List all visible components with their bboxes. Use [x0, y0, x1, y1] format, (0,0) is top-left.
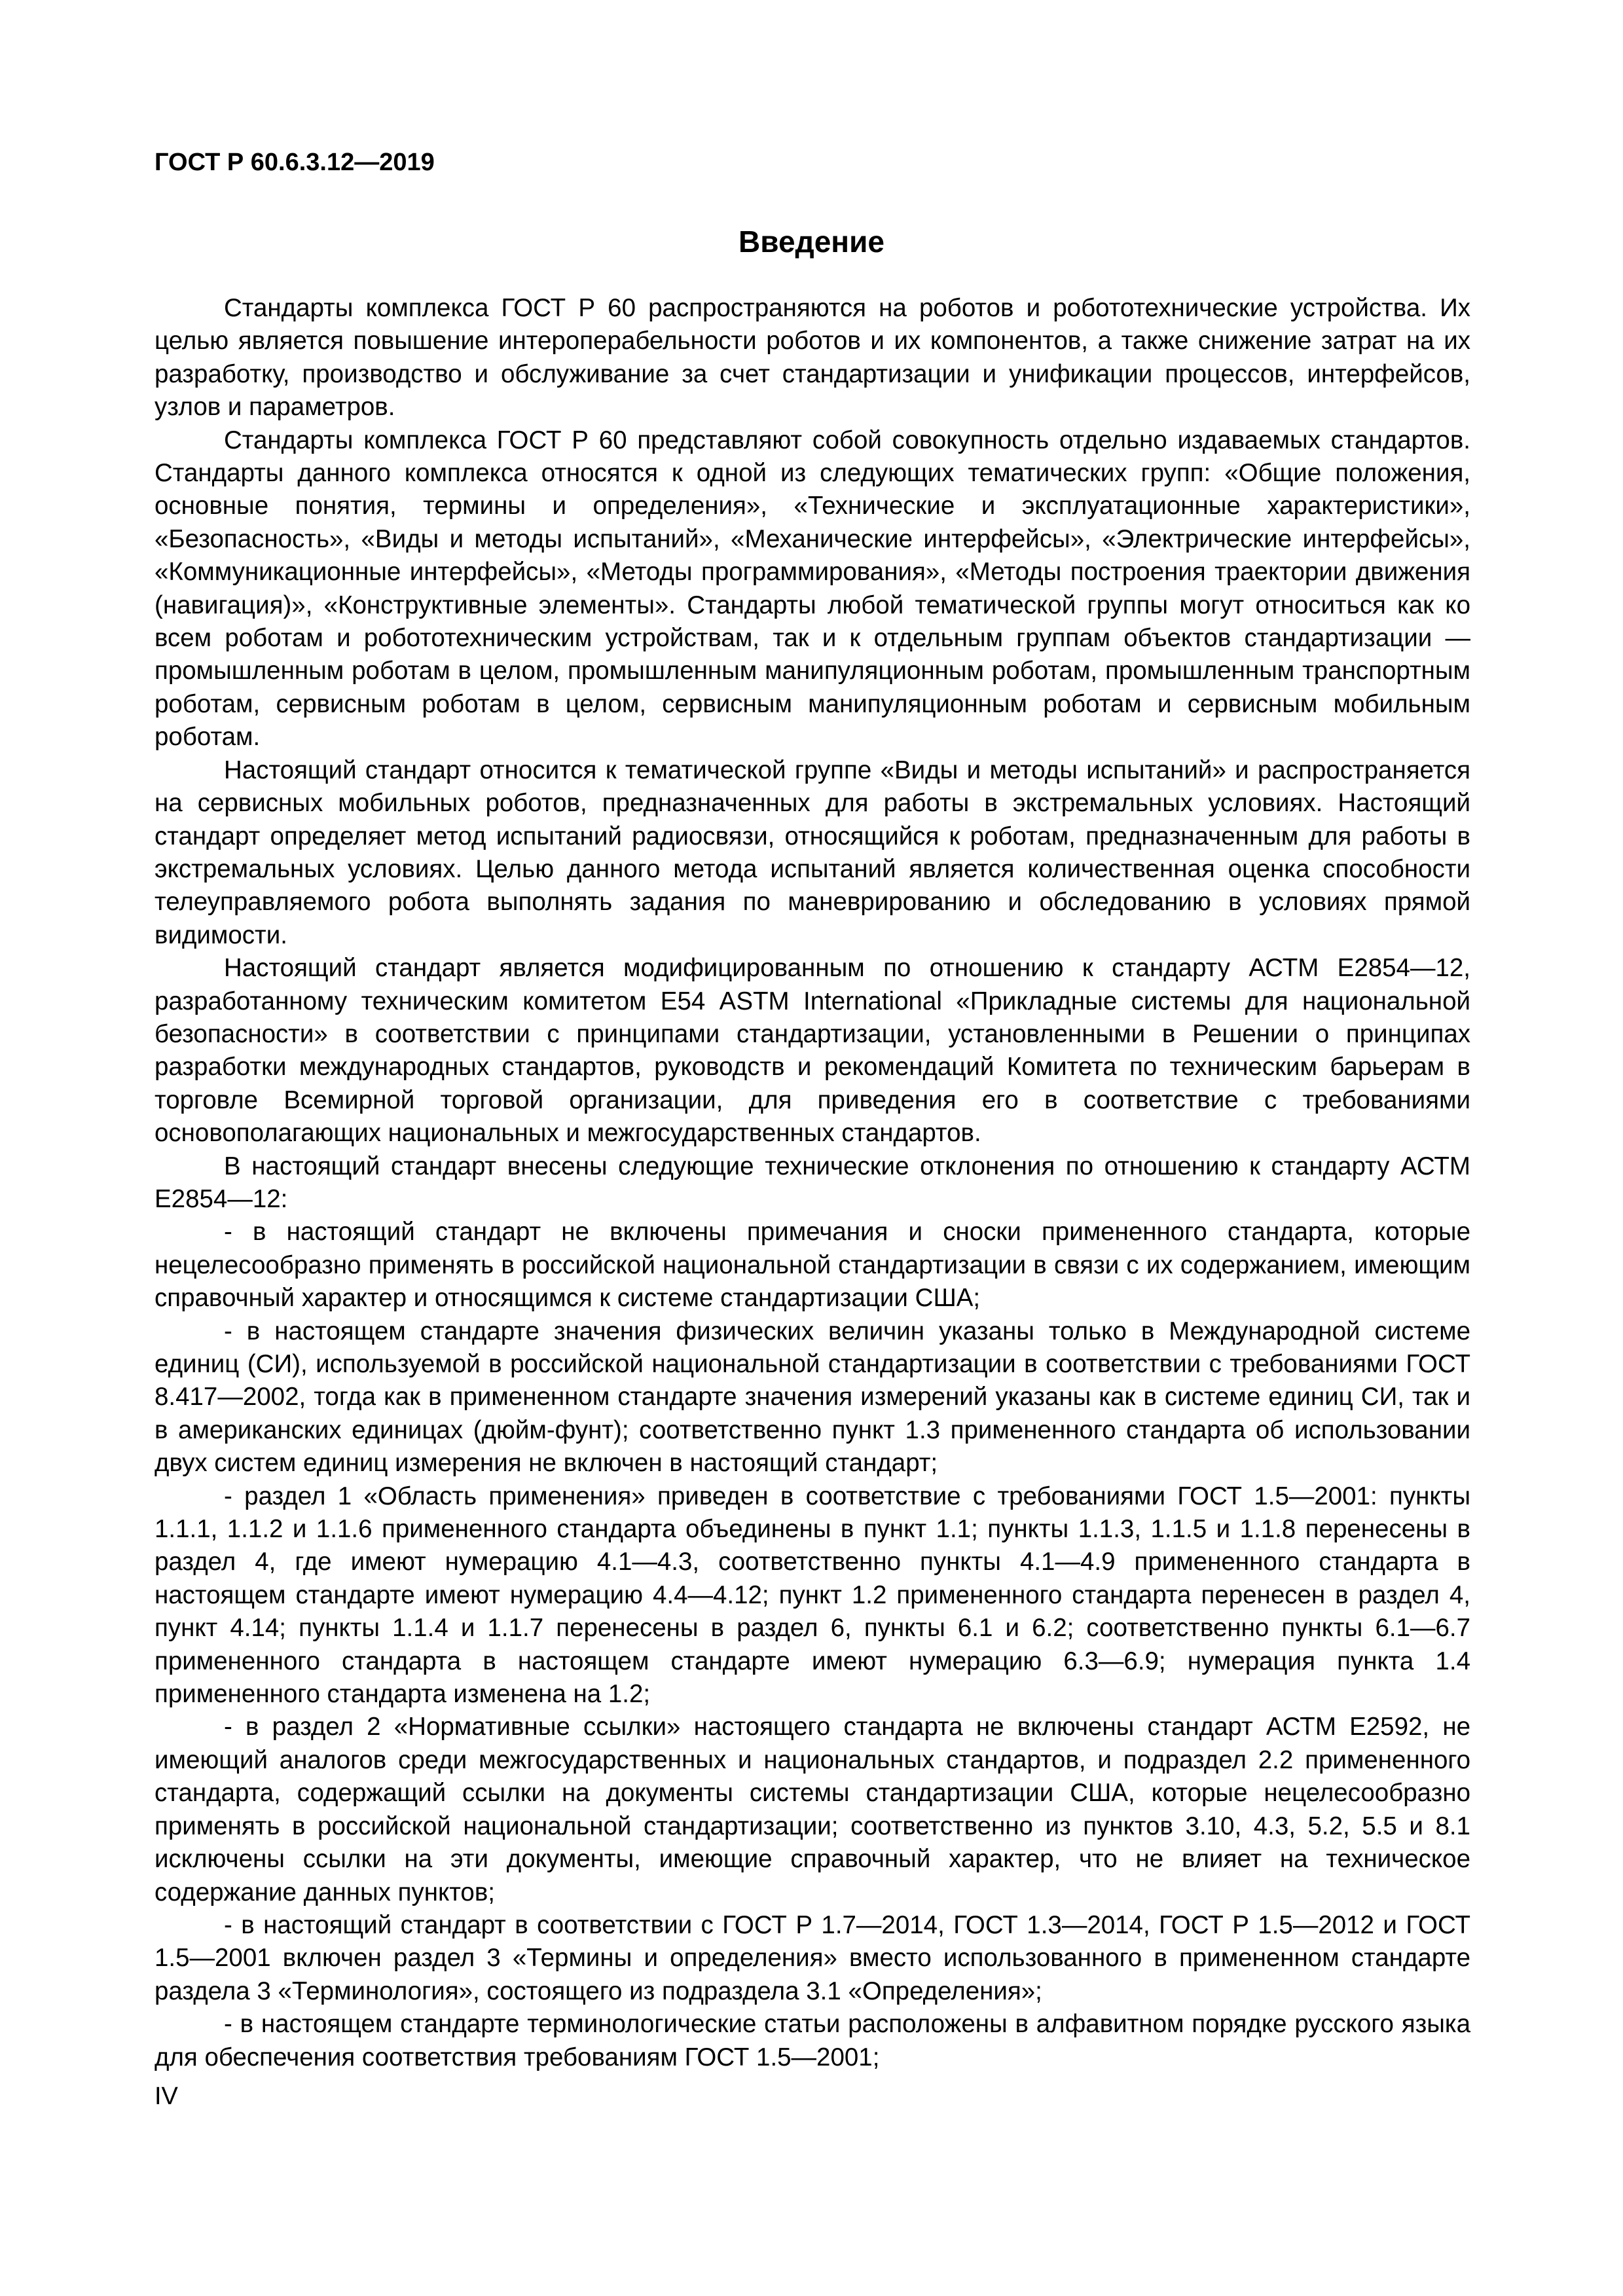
paragraph-scope: Стандарты комплекса ГОСТ Р 60 распространяются на роботов и робототехнические устройства. Их целью является повышение интероперабельности роботов и их компонентов, а также снижение затрат на их разработку, производство и обслуживание за счет стандартизации и унификации процессов, интерфейсов, узлов и параметров. [155, 294, 1470, 422]
paragraph-thematic-groups: Стандарты комплекса ГОСТ Р 60 представляют собой совокупность отдельно издаваемых стандартов. Стандарты данного комплекса относятся к одной из следующих тематических групп: «Общие положения, основные понятия, термины и определения», «Технические и эксплуатационные характеристики», «Безопасность», «Виды и методы испытаний», «Механические интерфейсы», «Электрические интерфейсы», «Коммуникационные интерфейсы», «Методы программирования», «Методы построения траектории движения (навигация)», «Конструктивные элементы». Стандарты любой тематической группы могут относиться как ко всем роботам и робототехническим устройствам, так и к отдельным группам объектов стандартизации — промышленным роботам в целом, промышленным манипуляционным роботам, промышленным транспортным роботам, сервисным роботам в целом, сервисным манипуляционным роботам и сервисным мобильным роботам. [155, 426, 1470, 752]
list-item-si-units: - в настоящем стандарте значения физических величин указаны только в Международной системе единиц (СИ), используемой в российской национальной стандартизации в соответствии с требованиями ГОСТ 8.417—2002, тогда как в примененном стандарте значения измерений указаны как в системе единиц СИ, так и в американских единицах (дюйм-фунт); соответственно пункт 1.3 примененного стандарта об использовании двух систем единиц измерения не включен в настоящий стандарт; [155, 1317, 1470, 1478]
list-item-section-1: - раздел 1 «Область применения» приведен в соответствие с требованиями ГОСТ 1.5—2001: пункты 1.1.1, 1.1.2 и 1.1.6 примененного стандарта объединены в пункт 1.1; пункты 1.1.3, 1.1.5 и 1.1.8 перенесены в раздел 4, где имеют нумерацию 4.1—4.3, соответственно пункты 4.1—4.9 примененного стандарта в настоящем стандарте имеют нумерацию 4.4—4.12; пункт 1.2 примененного стандарта перенесен в раздел 4, пункт 4.14; пункты 1.1.4 и 1.1.7 перенесены в раздел 6, пункты 6.1 и 6.2; соответственно пункты 6.1—6.7 примененного стандарта в настоящем стандарте имеют нумерацию 6.3—6.9; нумерация пункта 1.4 примененного стандарта изменена на 1.2; [155, 1482, 1470, 1709]
section-title: Введение [739, 225, 884, 259]
list-item-notes-excluded: - в настоящий стандарт не включены примечания и сноски примененного стандарта, которые нецелесообразно применять в российской национальной стандартизации в связи с их содержанием, имеющим справочный характер и относящимся к системе стандартизации США; [155, 1218, 1470, 1313]
document-code: ГОСТ Р 60.6.3.12—2019 [155, 149, 435, 176]
page-number: IV [155, 2083, 178, 2110]
list-item-section-2: - в раздел 2 «Нормативные ссылки» настоящего стандарта не включены стандарт АСТМ Е2592, не имеющий аналогов среди межгосударственных и национальных стандартов, и подраздел 2.2 примененного стандарта, содержащий ссылки на документы системы стандартизации США, которые нецелесообразно применять в российской национальной стандартизации; соответственно из пунктов 3.10, 4.3, 5.2, 5.5 и 8.1 исключены ссылки на эти документы, имеющие справочный характер, что не влияет на техническое содержание данных пунктов; [155, 1713, 1470, 1906]
list-item-section-3: - в настоящий стандарт в соответствии с ГОСТ Р 1.7—2014, ГОСТ 1.3—2014, ГОСТ Р 1.5—2012 и ГОСТ 1.5—2001 включен раздел 3 «Термины и определения» вместо использованного в примененном стандарте раздела 3 «Терминология», состоящего из подраздела 3.1 «Определения»; [155, 1910, 1470, 2005]
list-item-alphabetical-order: - в настоящем стандарте терминологические статьи расположены в алфавитном порядке русского языка для обеспечения соответствия требованиям ГОСТ 1.5—2001; [155, 2010, 1470, 2071]
paragraph-modification: Настоящий стандарт является модифицированным по отношению к стандарту АСТМ Е2854—12, разработанному техническим комитетом Е54 ASTM International «Прикладные системы для национальной безопасности» в соответствии с принципами стандартизации, установленными в Решении о принципах разработки международных стандартов, руководств и рекомендаций Комитета по техническим барьерам в торговле Всемирной торговой организации, для приведения его в соответствие с требованиями основополагающих национальных и межгосударственных стандартов. [155, 954, 1470, 1148]
paragraph-test-method: Настоящий стандарт относится к тематической группе «Виды и методы испытаний» и распространяется на сервисных мобильных роботов, предназначенных для работы в экстремальных условиях. Настоящий стандарт определяет метод испытаний радиосвязи, относящийся к роботам, предназначенным для работы в экстремальных условиях. Целью данного метода испытаний является количественная оценка способности телеуправляемого робота выполнять задания по маневрированию и обследованию в условиях прямой видимости. [155, 756, 1470, 949]
introduction-body [155, 292, 1470, 2074]
paragraph-deviations-intro: В настоящий стандарт внесены следующие технические отклонения по отношению к стандарту АСТМ Е2854—12: [155, 1152, 1470, 1213]
